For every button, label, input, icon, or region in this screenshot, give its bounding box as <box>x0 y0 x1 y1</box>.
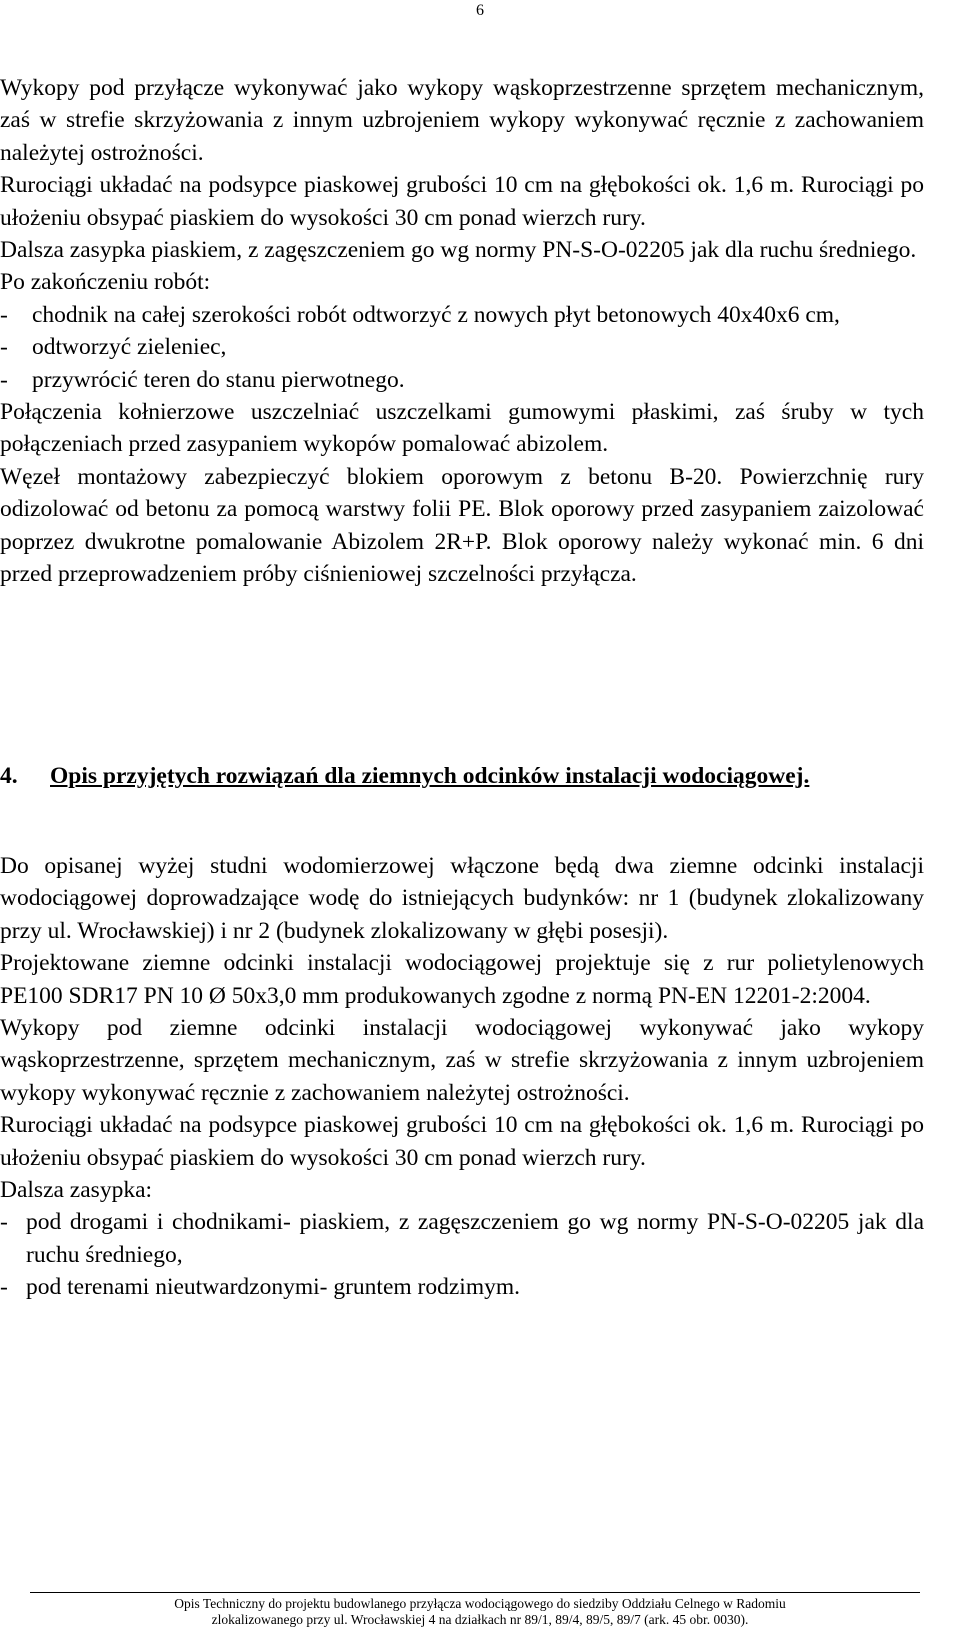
footer-line: Opis Techniczny do projektu budowlanego przyłącza wodociągowego do siedziby Oddziału Celnego w Radomiu <box>174 1596 786 1611</box>
paragraph: Po zakończeniu robót: <box>0 269 211 296</box>
paragraph: Rurociągi układać na podsypce piaskowej grubości 10 cm na głębokości ok. 1,6 m. Rurociągi po ułożeniu obsypać piaskiem do wysokości 30 cm ponad wierzch rury. <box>0 172 924 231</box>
section-title: Opis przyjętych rozwiązań dla ziemnych odcinków instalacji wodociągowej. <box>50 763 810 789</box>
page-number: 6 <box>476 2 484 19</box>
paragraph: Dalsza zasypka piaskiem, z zagęszczeniem go wg normy PN-S-O-02205 jak dla ruchu średniego. <box>0 237 917 264</box>
paragraph: Połączenia kołnierzowe uszczelniać uszczelkami gumowymi płaskimi, zaś śruby w tych połączeniach przed zasypaniem wykopów pomalować abizolem. <box>0 399 924 458</box>
list-item <box>0 299 924 331</box>
section-number: 4. <box>0 763 18 789</box>
list-item-text: pod terenami nieutwardzonymi- gruntem rodzimym. <box>26 1274 521 1301</box>
section-3-body <box>0 72 924 591</box>
bullet-dash: - <box>0 334 8 361</box>
list-item <box>0 331 924 363</box>
paragraph: Dalsza zasypka: <box>0 1177 153 1204</box>
list-item <box>0 1271 924 1303</box>
footer-line: zlokalizowanego przy ul. Wrocławskiej 4 na działkach nr 89/1, 89/4, 89/5, 89/7 (ark. 45 obr. 0030). <box>211 1612 749 1627</box>
list-item-text: odtworzyć zieleniec, <box>32 334 227 361</box>
list-item <box>0 364 924 396</box>
list-item-text: pod drogami i chodnikami- piaskiem, z zagęszczeniem go wg normy PN-S-O-02205 jak dla ruchu średniego, <box>26 1209 924 1268</box>
paragraph: Do opisanej wyżej studni wodomierzowej włączone będą dwa ziemne odcinki instalacji wodociągowej doprowadzające wodę do istniejących budynków: nr 1 (budynek zlokalizowany przy ul. Wrocławskiej) i nr 2 (budynek zlokalizowany w głębi posesji). <box>0 853 924 944</box>
section-4-body <box>0 850 924 1304</box>
bullet-dash: - <box>0 1274 8 1301</box>
list-item-text: przywrócić teren do stanu pierwotnego. <box>32 366 405 393</box>
bullet-dash: - <box>0 366 8 393</box>
footer-rule <box>30 1592 920 1593</box>
page-footer <box>0 1596 960 1628</box>
list-item <box>0 1206 924 1271</box>
paragraph: Węzeł montażowy zabezpieczyć blokiem oporowym z betonu B-20. Powierzchnię rury odizolować od betonu za pomocą warstwy folii PE. Blok oporowy przed zasypaniem zaizolować poprzez dwukrotne pomalowanie Abizolem 2R+P. Blok oporowy należy wykonać min. 6 dni przed przeprowadzeniem próby ciśnieniowej szczelności przyłącza. <box>0 463 924 588</box>
bullet-dash: - <box>0 1209 8 1236</box>
paragraph: Wykopy pod ziemne odcinki instalacji wodociągowej wykonywać jako wykopy wąskoprzestrzenne, sprzętem mechanicznym, zaś w strefie skrzyżowania z innym uzbrojeniem wykopy wykonywać ręcznie z zachowaniem należytej ostrożności. <box>0 1015 924 1106</box>
list-item-text: chodnik na całej szerokości robót odtworzyć z nowych płyt betonowych 40x40x6 cm, <box>32 301 840 328</box>
paragraph: Wykopy pod przyłącze wykonywać jako wykopy wąskoprzestrzenne sprzętem mechanicznym, zaś w strefie skrzyżowania z innym uzbrojeniem wykopy wykonywać ręcznie z zachowaniem należytej ostrożności. <box>0 75 924 166</box>
paragraph: Projektowane ziemne odcinki instalacji wodociągowej projektuje się z rur polietylenowych PE100 SDR17 PN 10 Ø 50x3,0 mm produkowanych zgodne z normą PN-EN 12201-2:2004. <box>0 950 924 1009</box>
paragraph: Rurociągi układać na podsypce piaskowej grubości 10 cm na głębokości ok. 1,6 m. Rurociągi po ułożeniu obsypać piaskiem do wysokości 30 cm ponad wierzch rury. <box>0 1112 924 1171</box>
bullet-dash: - <box>0 301 8 328</box>
